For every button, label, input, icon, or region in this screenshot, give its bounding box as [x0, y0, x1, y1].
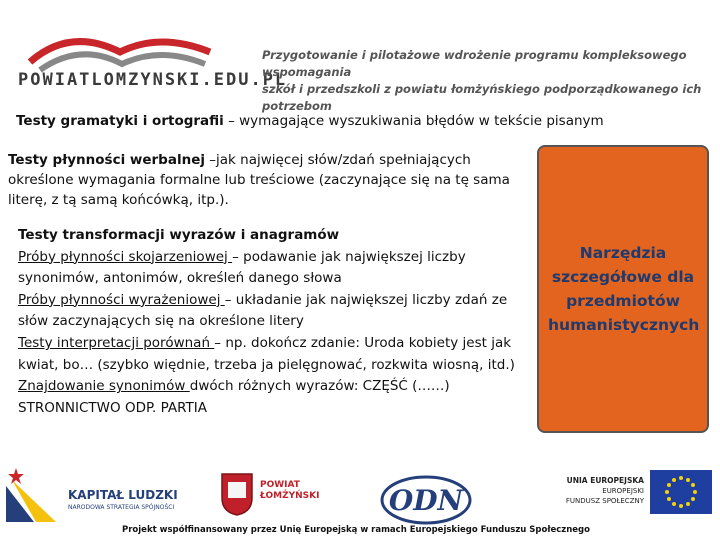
verbal-fluency-title: Testy płynności werbalnej	[8, 152, 205, 168]
item3-title: Testy interpretacji porównań	[18, 334, 215, 351]
powiat-label: POWIAT ŁOMŻYŃSKI	[260, 480, 320, 501]
logo-text: POWIATLOMZYNSKI.EDU.PL	[18, 70, 288, 90]
header	[0, 0, 720, 113]
footer	[0, 462, 720, 540]
project-title	[262, 47, 712, 115]
item1-desc: – podawanie jak największej liczby synonimów, antonimów, określeń danego słowa	[18, 248, 466, 287]
item3-desc: – np. dokończ zdanie: Uroda kobiety jest jak kwiat, bo… (szybko więdnie, trzeba ja pielęgnować, rozkwita wiosną, itd.)	[18, 334, 515, 373]
item4-line2: STRONNICTWO ODP. PARTIA	[18, 399, 207, 416]
eu-logo	[548, 470, 718, 520]
odn-label: ODN	[388, 484, 464, 517]
kl-subtitle: NARODOWA STRATEGIA SPÓJNOŚCI	[68, 504, 175, 511]
kl-title: KAPITAŁ LUDZKI	[68, 488, 178, 502]
grammar-tests-desc: – wymagające wyszukiwania błędów w tekście pisanym	[223, 113, 604, 129]
item1-title: Próby płynności skojarzeniowej	[18, 248, 233, 265]
item4-desc: dwóch różnych wyrazów: CZĘŚĆ (……)	[189, 378, 450, 395]
funding-text: Projekt współfinansowany przez Unię Europejską w ramach Europejskiego Funduszu Społecznego	[122, 525, 590, 535]
verbal-fluency-desc: –jak najwięcej słów/zdań spełniających określone wymagania formalne lub treściowe (zaczynające się na tę sama literę, z tą samą końcówką, itp.).	[8, 152, 510, 208]
odn-logo	[378, 474, 474, 530]
item2-title: Próby płynności wyrażeniowej	[18, 291, 225, 308]
humanities-tools-label: Narzędzia szczegółowe dla przedmiotów humanistycznych	[548, 244, 700, 334]
coat-of-arms-icon	[220, 472, 254, 516]
eu-line2: EUROPEJSKI	[602, 487, 644, 495]
item2-desc: – układanie jak największej liczby zdań ze słów zaczynających się na określone litery	[18, 291, 508, 330]
grammar-tests-line	[16, 113, 716, 129]
transformation-block	[18, 225, 523, 419]
item4-title: Znajdowanie synonimów	[18, 378, 190, 395]
eu-line3: FUNDUSZ SPOŁECZNY	[565, 497, 644, 505]
eu-text	[548, 476, 644, 506]
humanities-tools-box	[537, 145, 709, 433]
transformation-title: Testy transformacji wyrazów i anagramów	[18, 227, 340, 243]
project-title-line2: szkół i przedszkoli z powiatu łomżyńskiego podporządkowanego ich potrzebom	[262, 82, 702, 113]
project-title-line1: Przygotowanie i pilotażowe wdrożenie programu kompleksowego wspomagania	[262, 48, 687, 79]
eu-line1: UNIA EUROPEJSKA	[566, 476, 644, 485]
odn-logo-mark	[378, 474, 474, 526]
star-flag-icon	[6, 466, 62, 522]
powiat-logo	[220, 472, 340, 522]
eu-flag-icon	[650, 470, 712, 514]
grammar-tests-title: Testy gramatyki i ortografii	[16, 113, 224, 129]
verbal-fluency-block	[8, 150, 518, 210]
kapital-ludzki-logo	[6, 466, 206, 522]
